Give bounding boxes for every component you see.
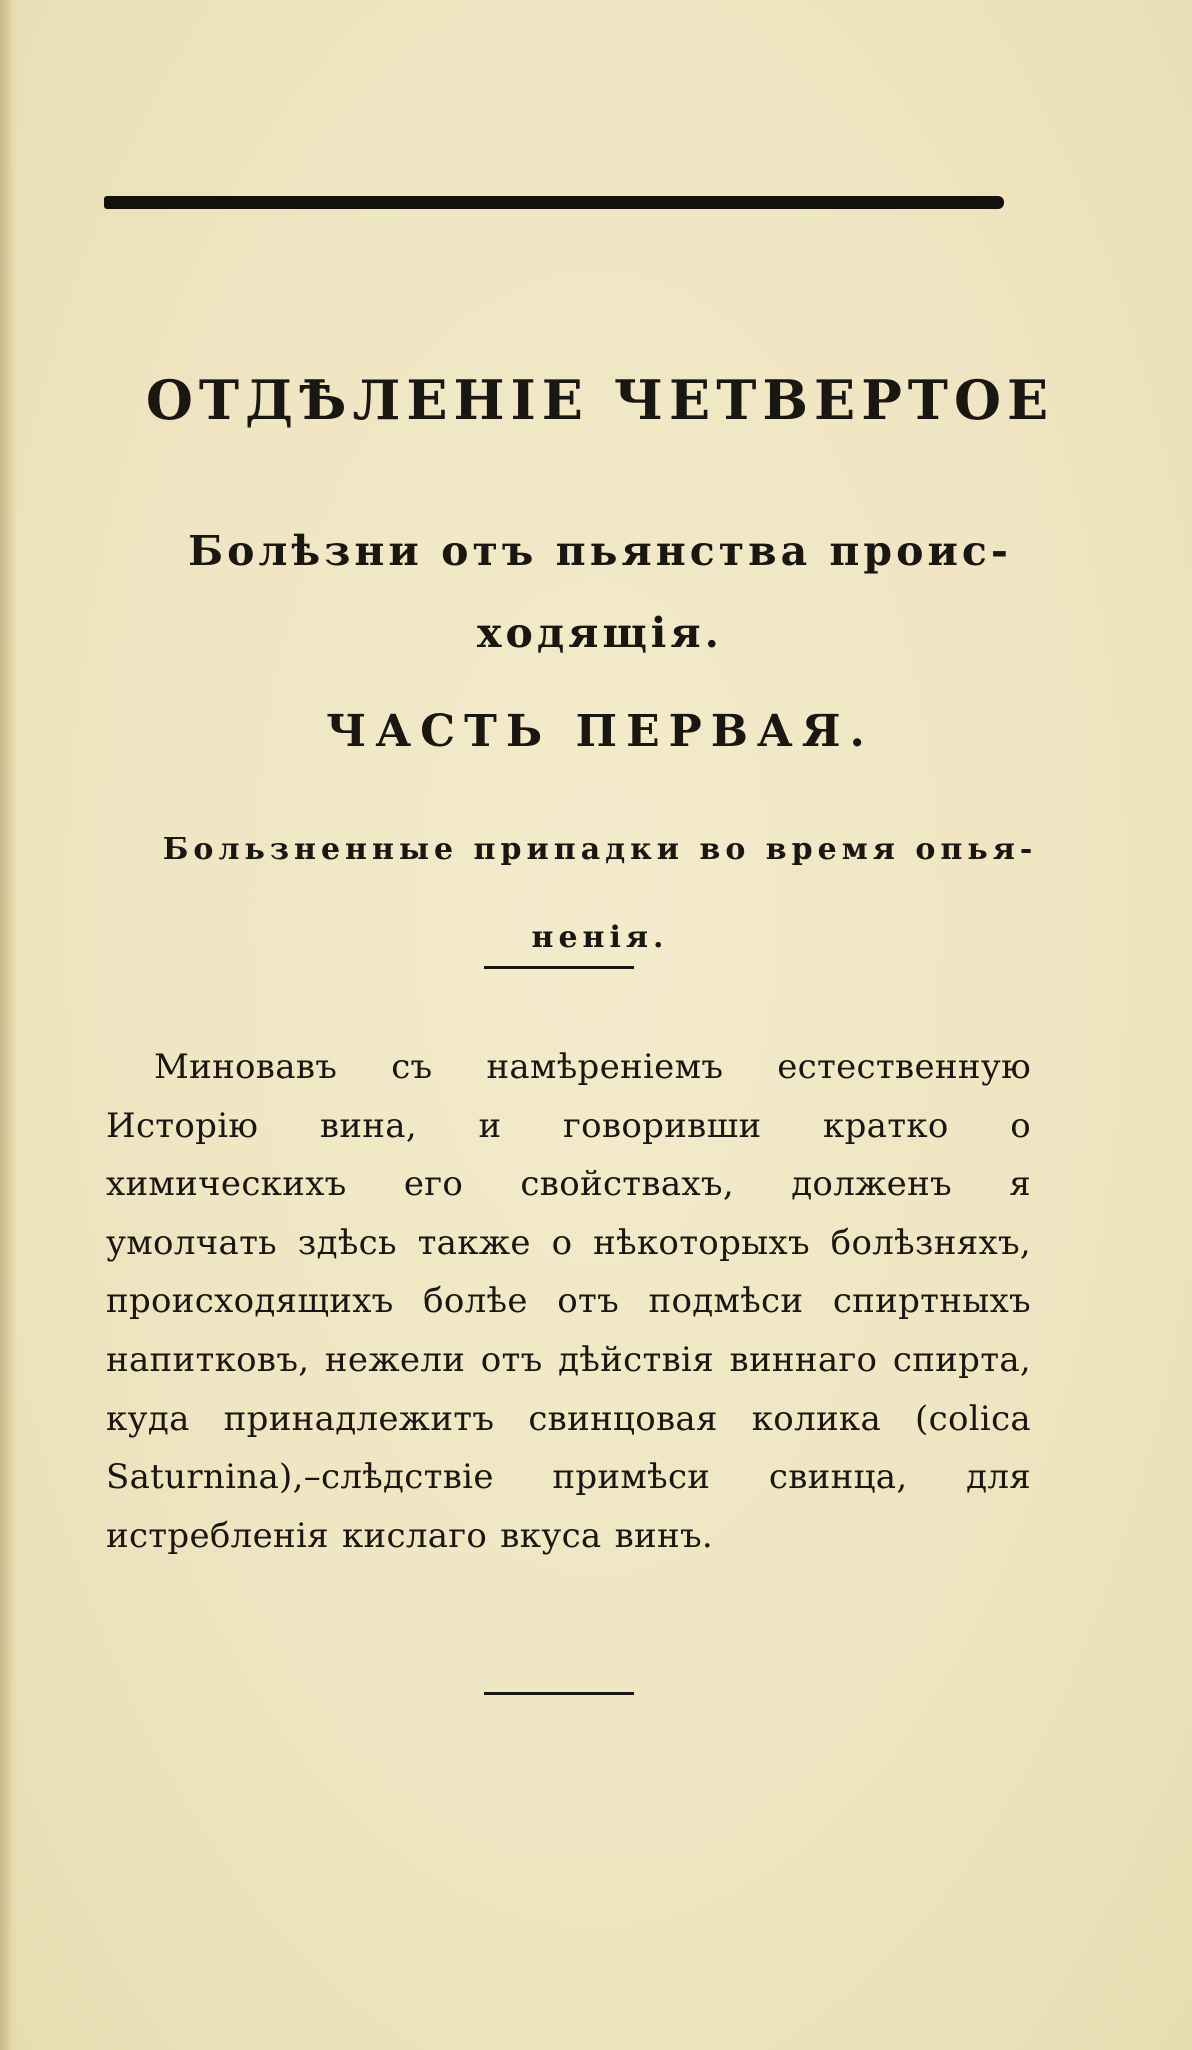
- page-spine-edge: [0, 0, 18, 2050]
- header-rule: [104, 196, 1004, 209]
- section-title: ОТДѢЛЕНІЕ ЧЕТВЕРТОЕ: [145, 368, 1055, 432]
- part-title: ЧАСТЬ ПЕРВАЯ.: [326, 706, 874, 757]
- section-subtitle: Болѣзни отъ пьянства проис-ходящія.: [188, 527, 1012, 657]
- part-subtitle: Бользненные припадки во время опья-ненія.: [162, 832, 1038, 955]
- section-divider: [484, 966, 634, 969]
- body-paragraph: Миновавъ съ намѣреніемъ естественную Исторію вина, и говоривши кратко о химическихъ его свойствахъ, долженъ я умолчать здѣсь также о нѣкоторыхъ болѣзняхъ, происходящихъ болѣе отъ подмѣси спиртныхъ напитковъ, нежели отъ дѣйствія виннаго спирта, куда принадлежитъ свинцовая колика (colica Saturnina),–слѣдствіе примѣси свинца, для истребленія кислаго вкуса винъ.: [106, 1047, 1031, 1556]
- end-divider: [484, 1692, 634, 1695]
